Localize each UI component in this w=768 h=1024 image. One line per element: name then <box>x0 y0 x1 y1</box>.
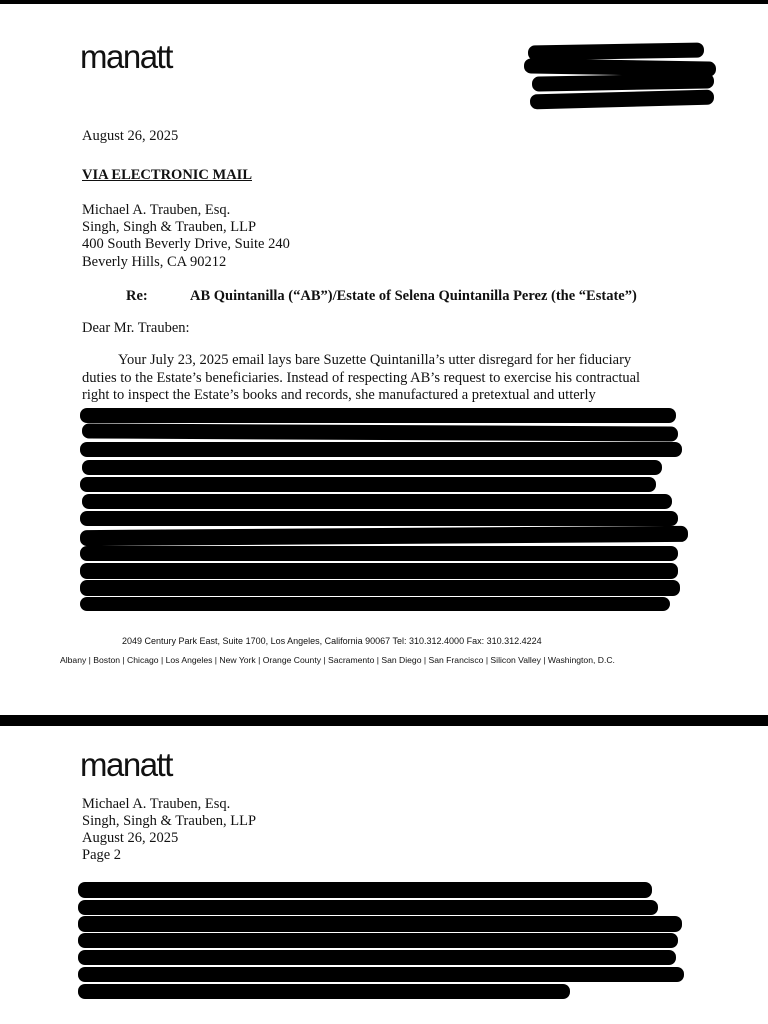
redaction-bar <box>78 900 658 915</box>
redaction-bar <box>80 526 688 546</box>
redaction-bar <box>80 408 676 423</box>
footer-offices: Albany | Boston | Chicago | Los Angeles | New York | Orange County | Sacramento | San Diego | San Francisco | Silicon Valley | Washington, D.C. <box>60 655 615 665</box>
recipient-line: Michael A. Trauben, Esq. <box>82 202 231 218</box>
redaction-bar <box>80 511 678 526</box>
recipient-line: Beverly Hills, CA 90212 <box>82 254 227 270</box>
redaction-bar <box>530 90 714 110</box>
page2-header-line: August 26, 2025 <box>82 830 179 846</box>
redaction-bar <box>78 916 682 932</box>
manatt-logo: manatt <box>80 746 172 783</box>
manatt-logo: manatt <box>80 38 172 75</box>
redaction-bar <box>528 42 704 60</box>
redaction-bar <box>78 984 570 999</box>
page2-header-line: Michael A. Trauben, Esq. <box>82 796 231 812</box>
letter-page-1 <box>0 4 768 715</box>
redaction-bar <box>82 423 678 441</box>
delivery-method: VIA ELECTRONIC MAIL <box>82 167 252 183</box>
redaction-bar <box>80 597 670 611</box>
redaction-bar <box>78 950 676 965</box>
recipient-line: Singh, Singh & Trauben, LLP <box>82 219 257 235</box>
redaction-bar <box>78 933 678 948</box>
redaction-bar <box>82 494 672 509</box>
letter-date: August 26, 2025 <box>82 128 179 144</box>
redaction-bar <box>80 477 656 492</box>
page2-header-line: Page 2 <box>82 847 122 863</box>
body-line: duties to the Estate’s beneficiaries. Instead of respecting AB’s request to exercise his contractual <box>82 370 641 386</box>
letter-page-2 <box>0 726 768 1024</box>
re-subject: AB Quintanilla (“AB”)/Estate of Selena Quintanilla Perez (the “Estate”) <box>190 288 637 304</box>
redaction-bar <box>80 580 680 596</box>
page2-header-line: Singh, Singh & Trauben, LLP <box>82 813 257 829</box>
recipient-line: 400 South Beverly Drive, Suite 240 <box>82 236 290 252</box>
redaction-bar <box>78 967 684 982</box>
salutation: Dear Mr. Trauben: <box>82 320 190 336</box>
re-label: Re: <box>126 288 148 304</box>
redaction-bar <box>80 563 678 579</box>
redaction-bar <box>80 442 682 457</box>
redaction-bar <box>82 460 662 475</box>
redaction-bar <box>80 546 678 561</box>
redaction-bar <box>532 73 714 91</box>
footer-address: 2049 Century Park East, Suite 1700, Los Angeles, California 90067 Tel: 310.312.4000 Fax: 310.312.4224 <box>122 636 542 646</box>
body-line: Your July 23, 2025 email lays bare Suzette Quintanilla’s utter disregard for her fiduciary <box>118 352 632 368</box>
body-line: right to inspect the Estate’s books and records, she manufactured a pretextual and utterly <box>82 387 596 403</box>
redaction-bar <box>78 882 652 898</box>
